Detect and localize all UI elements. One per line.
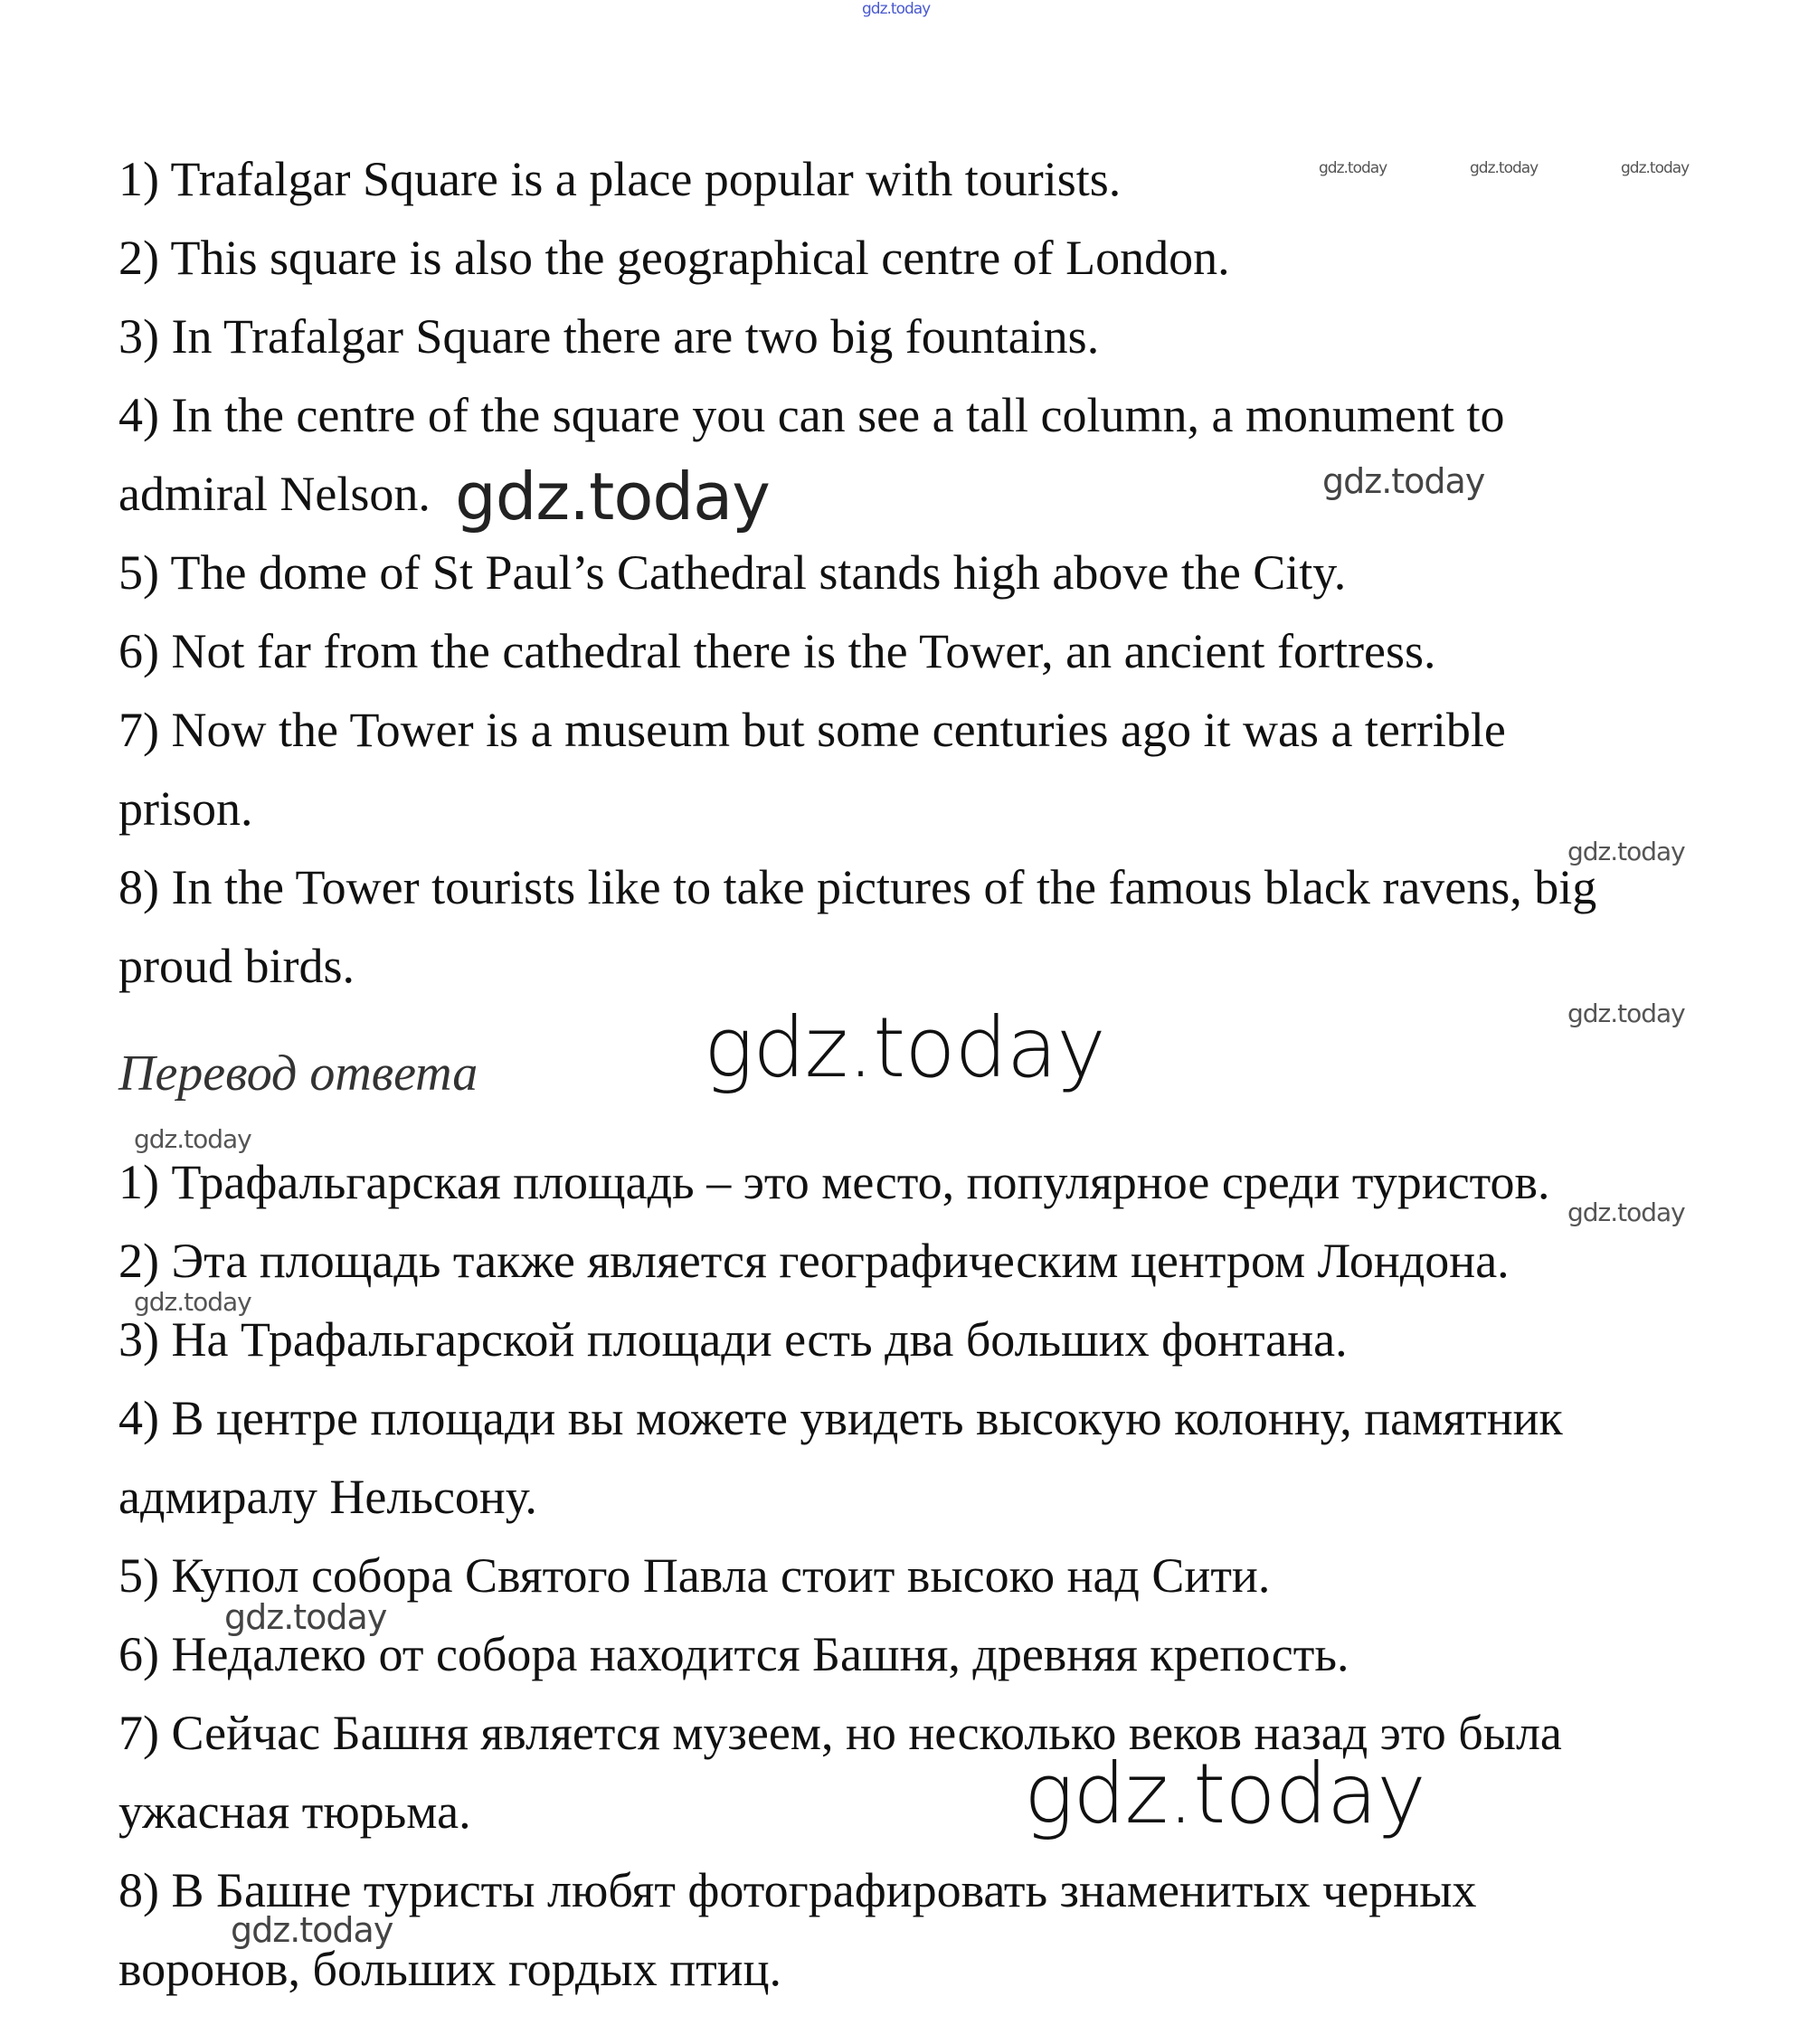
- watermark: gdz.today: [1567, 1197, 1685, 1227]
- english-line: 3) In Trafalgar Square there are two big fountains.: [118, 309, 1100, 364]
- watermark: gdz.today: [704, 999, 1105, 1096]
- watermark: gdz.today: [1470, 159, 1539, 177]
- russian-line: адмиралу Нельсону.: [118, 1470, 537, 1524]
- watermark: gdz.today: [134, 1287, 251, 1317]
- russian-line: 2) Эта площадь также является географическим центром Лондона.: [118, 1234, 1510, 1288]
- english-line: 1) Trafalgar Square is a place popular with tourists.: [118, 152, 1122, 206]
- russian-line: 1) Трафальгарская площадь – это место, популярное среди туристов.: [118, 1155, 1550, 1209]
- watermark: gdz.today: [231, 1910, 393, 1950]
- watermark: gdz.today: [134, 1124, 251, 1154]
- watermark: gdz.today: [1322, 461, 1485, 501]
- english-line: 5) The dome of St Paul’s Cathedral stands high above the City.: [118, 545, 1347, 600]
- russian-line: 4) В центре площади вы можете увидеть высокую колонну, памятник: [118, 1391, 1563, 1445]
- russian-line: 8) В Башне туристы любят фотографировать знаменитых черных: [118, 1863, 1477, 1917]
- russian-line: 7) Сейчас Башня является музеем, но несколько веков назад это была: [118, 1706, 1562, 1760]
- russian-line: 5) Купол собора Святого Павла стоит высоко над Сити.: [118, 1548, 1271, 1603]
- english-line: 2) This square is also the geographical centre of London.: [118, 231, 1230, 285]
- translation-heading: Перевод ответа: [118, 1046, 478, 1102]
- russian-line: 3) На Трафальгарской площади есть два больших фонтана.: [118, 1312, 1348, 1367]
- watermark: gdz.today: [862, 0, 931, 18]
- watermark: gdz.today: [224, 1597, 387, 1637]
- english-line: 4) In the centre of the square you can see a tall column, a monument to: [118, 388, 1505, 442]
- russian-line: воронов, больших гордых птиц.: [118, 1942, 781, 1996]
- english-line: 7) Now the Tower is a museum but some centuries ago it was a terrible: [118, 703, 1506, 757]
- russian-line: 6) Недалеко от собора находится Башня, древняя крепость.: [118, 1627, 1349, 1681]
- english-line: 8) In the Tower tourists like to take pictures of the famous black ravens, big: [118, 860, 1597, 914]
- watermark: gdz.today: [1567, 837, 1685, 866]
- english-line: 6) Not far from the cathedral there is the Tower, an ancient fortress.: [118, 624, 1436, 678]
- watermark: gdz.today: [1319, 159, 1387, 177]
- russian-line: ужасная тюрьма.: [118, 1784, 471, 1839]
- watermark: gdz.today: [455, 459, 770, 535]
- english-line: admiral Nelson.: [118, 467, 431, 521]
- watermark: gdz.today: [1567, 998, 1685, 1028]
- english-line: proud birds.: [118, 939, 355, 993]
- watermark: gdz.today: [1621, 159, 1690, 177]
- watermark: gdz.today: [1024, 1746, 1425, 1842]
- english-line: prison.: [118, 781, 253, 836]
